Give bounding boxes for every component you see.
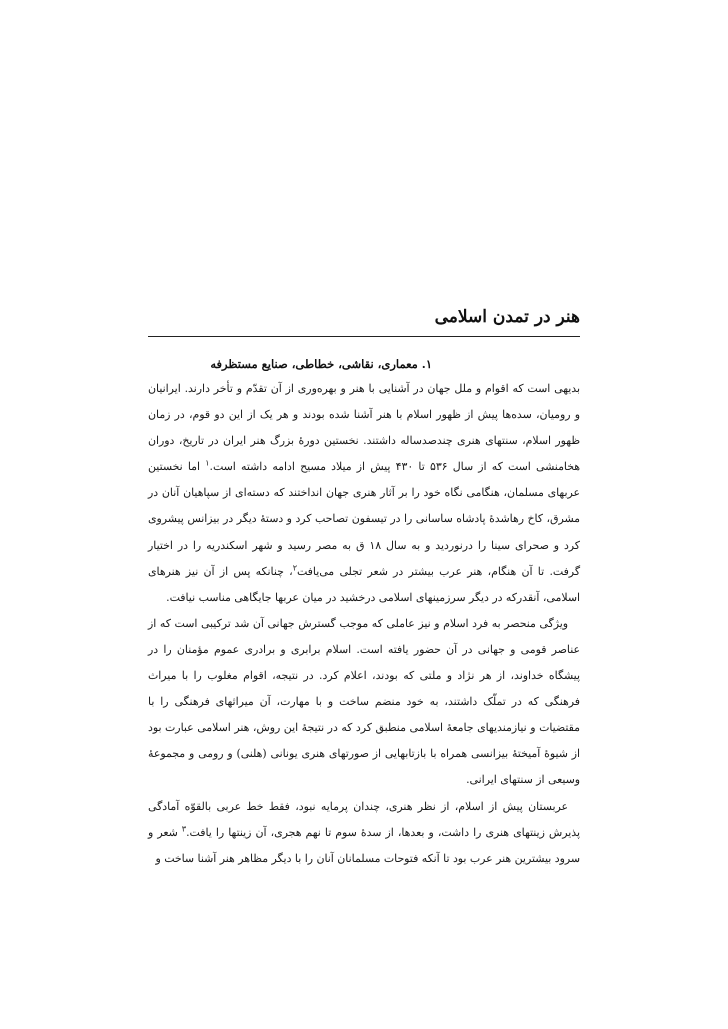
paragraph-3-text-continued: شعر و سرود بیشترین هنر عرب بود تا آنکه فتوحات مسلمانان آنان را با دیگر مظاهر هنر آشنا ساخت و: [148, 825, 580, 865]
paragraph-3: [148, 794, 580, 872]
footnote-marker-3[interactable]: ۳: [181, 823, 187, 833]
paragraph-1-text-continued: اما نخستین عربهای مسلمان، هنگامی نگاه خود را بر آثار هنری جهان انداختند که دسته‌ای از سپاهیان آنان در مشرق، کاخ رهاشدهٔ پادشاه ساسانی را در تیسفون تصاحب کرد و دستهٔ دیگر در بیزانس پیشروی کرد و صحرای سینا را درنوردید و به سال ۱۸ ق به مصر رسید و شهر اسکندریه را در اختیار گرفت. تا آن هنگام، هنر عرب بیشتر در شعر تجلی می‌یافت: [148, 460, 580, 578]
footnote-marker-1[interactable]: ۱: [205, 458, 210, 468]
section-heading: ۱. معماری، نقاشی، خطاطی، صنایع مستظرفه: [210, 357, 432, 371]
chapter-title: هنر در تمدن اسلامی: [434, 307, 580, 327]
paragraph-3-text: عربستان پیش از اسلام، از نظر هنری، چندان پرمایه نبود، فقط خط عربی بالقوّه آمادگی پذیرش زینتهای هنری را داشت، و بعدها، از سدهٔ سوم تا نهم هجری، آن زینتها را یافت.: [148, 799, 580, 839]
paragraph-2: ویژگی منحصر به فرد اسلام و نیز عاملی که موجب گسترش جهانی آن شد ترکیبی است که از عناصر قومی و جهانی در آن حضور یافته است. اسلام برابری و برادری عموم مؤمنان را در پیشگاه خداوند، از هر نژاد و ملتی که بودند، اعلام کرد. در نتیجه، اقوام مغلوب را با میراث فرهنگی که در تملّک داشتند، به خود منضم ساخت و با مهارت، آن میراثهای فرهنگی را با مقتضیات و نیازمندیهای جامعهٔ اسلامی منطبق کرد که در نتیجهٔ این روش، هنر اسلامی عبارت بود از شیوهٔ آمیختهٔ بیزانسی همراه با بازتابهایی از صورتهای هنری یونانی (هلنی) و رومی و مجموعهٔ وسیعی از سنتهای ایرانی.: [148, 616, 580, 787]
paragraph-1-text: بدیهی است که اقوام و ملل جهان در آشنایی با هنر و بهره‌وری از آن تقدّم و تأخر دارند. ایرانیان و رومیان، سده‌ها پیش از ظهور اسلام با هنر آشنا شده بودند و هر یک از این دو قوم، در زمان ظهور اسلام، سنتهای هنری چندصدساله داشتند. نخستین دورهٔ بزرگ هنر ایران در تاریخ، دوران هخامنشی است که از سال ۵۳۶ تا ۴۳۰ پیش از میلاد مسیح ادامه داشته است.: [148, 382, 580, 474]
title-rule: [148, 336, 580, 337]
paragraph-1: [148, 376, 580, 611]
footnote-marker-2[interactable]: ۲: [292, 563, 297, 573]
paragraph-1-text-end: ، چنانکه پس از آن نیز هنرهای اسلامی، آنقدرکه در دیگر سرزمینهای اسلامی درخشید در میان عربها جایگاهی مناسب نیافت.: [148, 564, 580, 604]
document-page: [148, 304, 580, 872]
